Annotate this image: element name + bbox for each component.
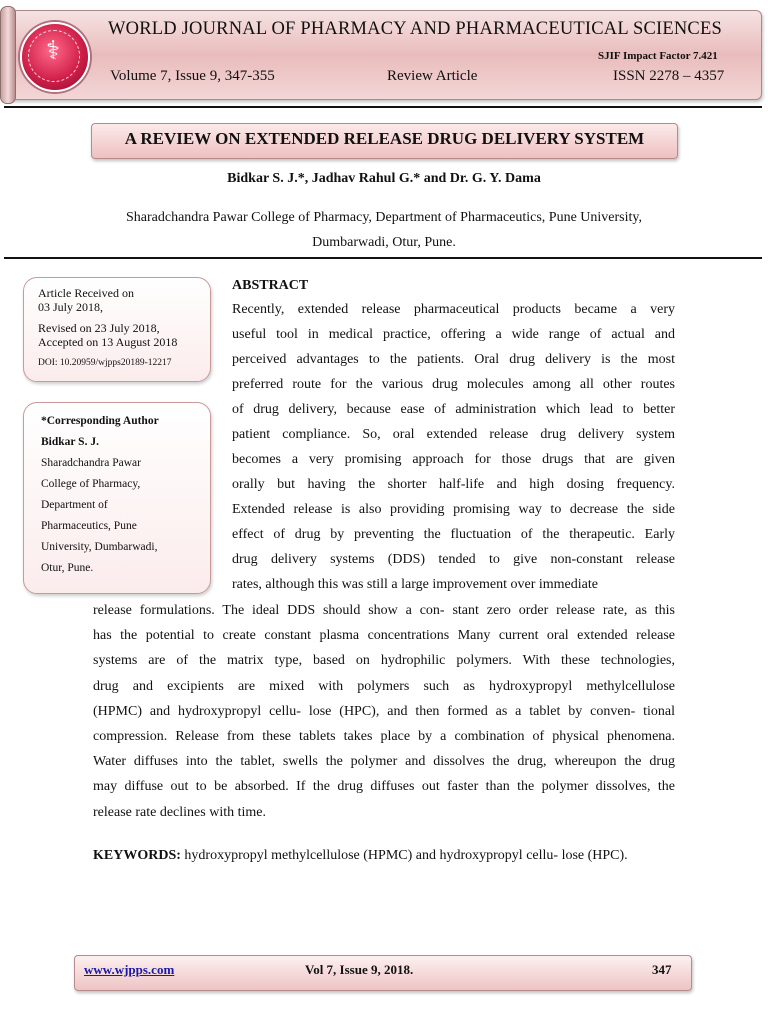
issn: ISSN 2278 – 4357 (613, 68, 725, 84)
corresponding-author-name: Bidkar S. J. (41, 436, 99, 448)
abstract-heading: ABSTRACT (232, 278, 309, 293)
accepted-date: Accepted on 13 August 2018 (38, 335, 178, 349)
abstract-line: may diffuse out to be absorbed. If the drug diffuses out faster than the polymer dissolves, the (93, 779, 675, 794)
corresponding-address-line: University, Dumbarwadi, (41, 541, 158, 553)
caduceus-emblem-icon: ⚕ (45, 36, 61, 65)
doi: DOI: 10.20959/wjpps20189-12217 (38, 358, 172, 368)
abstract-line: Recently, extended release pharmaceutical products became a very (232, 302, 675, 317)
abstract-line: becomes a very promising approach for those drugs that are given (232, 452, 675, 467)
affiliation-line: Sharadchandra Pawar College of Pharmacy, Department of Pharmaceutics, Pune University, (125, 210, 643, 225)
sjif-impact-factor: SJIF Impact Factor 7.421 (598, 50, 718, 62)
abstract-line: useful tool in medical practice, offering a wide range of actual and (232, 327, 675, 342)
abstract-line: Extended release is also providing promising way to decrease the side (232, 502, 675, 517)
corresponding-address-line: Pharmaceutics, Pune (41, 520, 137, 532)
revised-date: Revised on 23 July 2018, (38, 321, 160, 335)
abstract-line: patient compliance. So, oral extended release drug delivery system (232, 427, 675, 442)
journal-title: WORLD JOURNAL OF PHARMACY AND PHARMACEUTICAL SCIENCES (108, 19, 722, 39)
received-label: Article Received on (38, 286, 134, 300)
abstract-line: effect of drug by preventing the fluctuation of the therapeutic. Early (232, 527, 675, 542)
abstract-line: perceived advantages to the patients. Oral drug delivery is the most (232, 352, 675, 367)
keywords-text: hydroxypropyl methylcellulose (HPMC) and hydroxypropyl cellu- lose (HPC). (180, 848, 628, 863)
paper-title: A REVIEW ON EXTENDED RELEASE DRUG DELIVERY SYSTEM (124, 129, 645, 148)
corresponding-address-line: College of Pharmacy, (41, 478, 141, 490)
author-list: Bidkar S. J.*, Jadhav Rahul G.* and Dr. G. Y. Dama (227, 171, 541, 186)
page-number: 347 (652, 962, 672, 977)
abstract-line: rates, although this was still a large improvement over immediate (232, 577, 598, 592)
abstract-line: release rate declines with time. (93, 805, 266, 820)
affiliation-divider (4, 257, 762, 259)
abstract-line: preferred route for the various drug molecules among all other routes (232, 377, 675, 392)
abstract-line: of drug delivery, because ease of administration which lead to better (232, 402, 675, 417)
corresponding-address-line: Sharadchandra Pawar (41, 457, 141, 469)
journal-website-link[interactable]: www.wjpps.com (84, 962, 175, 977)
corresponding-address-line: Department of (41, 499, 108, 511)
article-type: Review Article (387, 68, 478, 84)
keywords-label: KEYWORDS: (93, 848, 181, 863)
abstract-line: has the potential to create constant plasma concentrations Many current oral extended release (93, 628, 675, 643)
corresponding-author-heading: *Corresponding Author (41, 415, 159, 427)
abstract-line: drug and excipients are mixed with polymers such as hydroxypropyl methylcellulose (93, 679, 675, 694)
abstract-line: drug delivery systems (DDS) tended to give non-constant release (232, 552, 675, 567)
abstract-line: Water diffuses into the tablet, swells the polymer and dissolves the drug, whereupon the drug (93, 754, 675, 769)
header-divider (4, 106, 762, 108)
abstract-line: (HPMC) and hydroxypropyl cellu- lose (HPC), and then formed as a tablet by conven- tional (93, 704, 675, 719)
footer-issue: Vol 7, Issue 9, 2018. (305, 962, 414, 977)
corresponding-address-line: Otur, Pune. (41, 562, 94, 574)
received-date: 03 July 2018, (38, 300, 104, 314)
volume-info: Volume 7, Issue 9, 347-355 (110, 68, 275, 84)
affiliation (80, 205, 688, 255)
affiliation-line: Dumbarwadi, Otur, Pune. (312, 235, 456, 250)
abstract-line: compression. Release from these tablets takes place by a combination of physical phenomena. (93, 729, 675, 744)
scroll-curl-decoration (0, 6, 16, 104)
keywords (93, 848, 628, 864)
abstract-line: release formulations. The ideal DDS should show a con- stant zero order release rate, as this (93, 603, 675, 618)
abstract-line: systems are of the matrix type, based on hydrophilic polymers. With these technologies, (93, 653, 675, 668)
abstract-line: orally but having the shorter half-life and high dosing frequency. (232, 477, 675, 492)
